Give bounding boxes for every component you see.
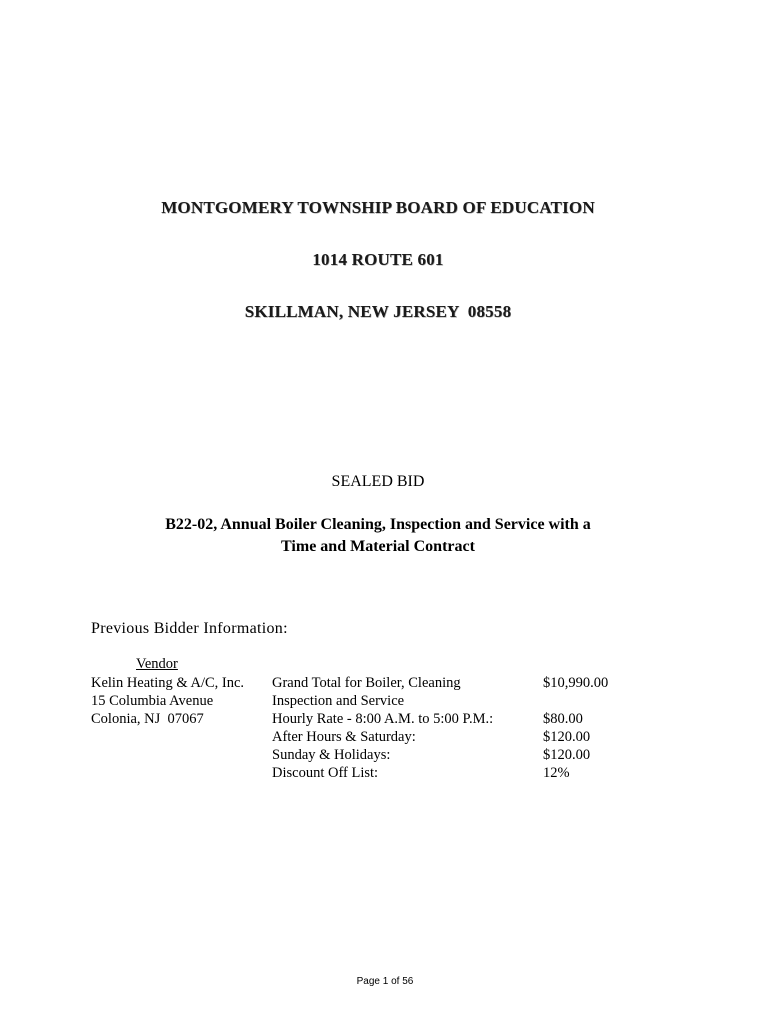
item-after-hours: After Hours & Saturday: <box>272 729 416 745</box>
item-grand-total: Grand Total for Boiler, Cleaning <box>272 675 461 691</box>
price-after-hours: $120.00 <box>543 729 591 745</box>
bid-items <box>272 674 493 782</box>
vendor-street: 15 Columbia Avenue <box>91 693 214 709</box>
previous-bidder-heading: Previous Bidder Information: <box>91 620 288 637</box>
price-hourly-rate: $80.00 <box>543 711 583 727</box>
bid-title-line-2: Time and Material Contract <box>281 538 475 555</box>
bid-title-line-1: B22-02, Annual Boiler Cleaning, Inspection and Service with a <box>165 516 591 533</box>
vendor-city: Colonia, NJ 07067 <box>91 711 204 727</box>
bid-title <box>0 514 756 558</box>
price-grand-total: $10,990.00 <box>543 675 609 691</box>
address-line-1: 1014 ROUTE 601 <box>312 250 444 269</box>
price-discount: 12% <box>543 765 570 781</box>
vendor-info <box>91 674 244 728</box>
bid-prices <box>543 674 608 782</box>
bid-type: SEALED BID <box>331 473 425 490</box>
vendor-column-header: Vendor <box>136 656 178 672</box>
item-grand-total-cont: Inspection and Service <box>272 693 405 709</box>
item-hourly-rate: Hourly Rate - 8:00 A.M. to 5:00 P.M.: <box>272 711 494 727</box>
item-discount: Discount Off List: <box>272 765 379 781</box>
vendor-name: Kelin Heating & A/C, Inc. <box>91 675 245 691</box>
item-sunday-holidays: Sunday & Holidays: <box>272 747 391 763</box>
price-spacer <box>543 692 608 710</box>
page-number: Page 1 of 56 <box>356 976 414 987</box>
price-sunday-holidays: $120.00 <box>543 747 591 763</box>
address-line-2: SKILLMAN, NEW JERSEY 08558 <box>244 302 512 321</box>
org-name: MONTGOMERY TOWNSHIP BOARD OF EDUCATION <box>161 198 595 217</box>
